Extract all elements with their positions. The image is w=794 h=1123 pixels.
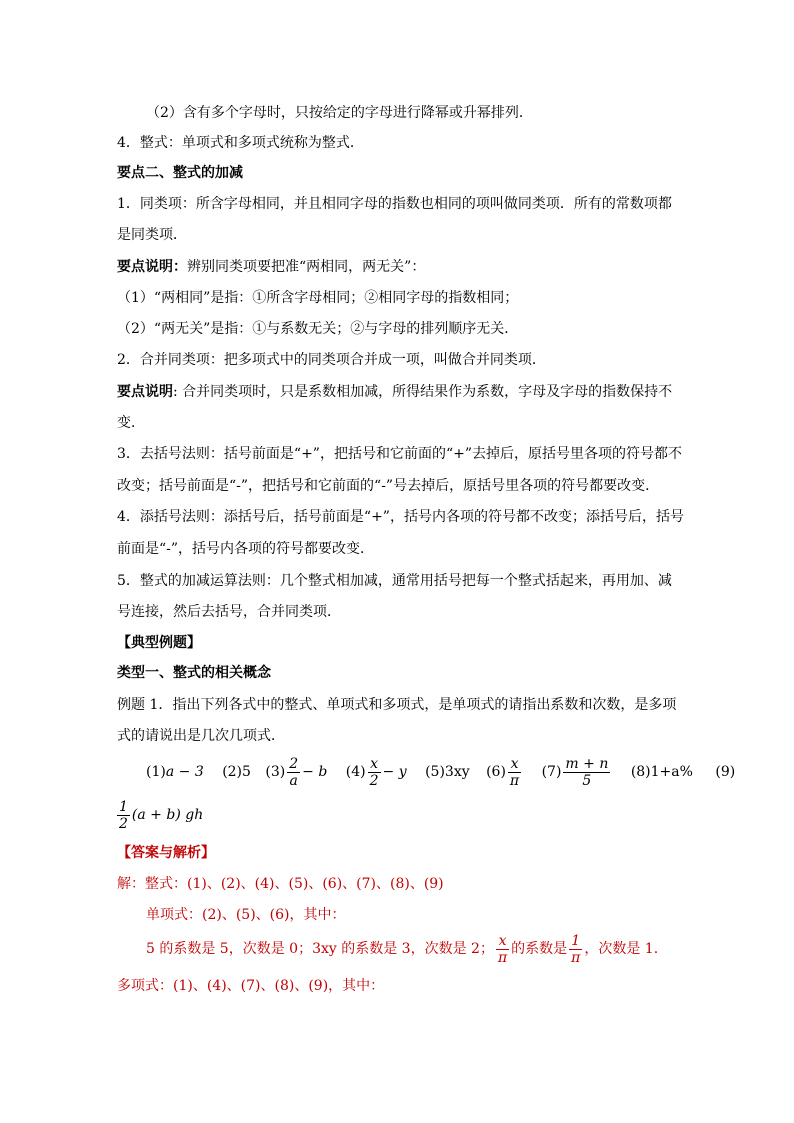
text-line: 改变；括号前面是“-”，把括号和它前面的“-”号去掉后，原括号里各项的符号都要改变． xyxy=(117,478,660,494)
answer-line: 5 的系数是 5，次数是 0；3xy 的系数是 3，次数是 2； $\frac{x}{\pi}$ 的系数是 $\frac{1}{\pi}$ ，次数是 1. xyxy=(146,932,659,966)
expr-6: (6) $\frac{x}{\pi}$ xyxy=(486,755,520,789)
key-note-line xyxy=(117,257,677,277)
key-note-label: 要点说明： xyxy=(117,259,187,275)
key-note-text: : 合并同类项时，只是系数相加减，所得结果作为系数，字母及字母的指数保持不 xyxy=(173,384,673,400)
key-note-line xyxy=(117,382,677,402)
key-note-text: 辨别同类项要把准“两相同，两无关”： xyxy=(187,259,426,275)
section-heading: 要点二、整式的加减 xyxy=(117,165,243,181)
text-line: 前面是“-”，括号内各项的符号都要改变． xyxy=(117,541,375,557)
expr-1: (1)a − 3 xyxy=(146,764,204,780)
text-line: 是同类项． xyxy=(117,227,187,243)
expr-4: (4) $\frac{x}{2}$ − y xyxy=(345,755,407,789)
text-line: 号连接，然后去括号，合并同类项． xyxy=(117,604,341,620)
expr-9: $\frac{1}{2}$ (a + b) gh xyxy=(119,798,204,832)
text-line: （2）“两无关”是指：①与系数无关；②与字母的排列顺序无关． xyxy=(117,321,519,337)
section-heading: 【典型例题】 xyxy=(117,635,201,651)
answer-line: 解：整式：(1)、(2)、(4)、(5)、(6)、(7)、(8)、(9) xyxy=(117,876,444,892)
text-line: 1．同类项：所含字母相同，并且相同字母的指数也相同的项叫做同类项．所有的常数项都 xyxy=(117,196,672,212)
answer-line: 单项式：(2)、(5)、(6)，其中： xyxy=(146,907,346,923)
fraction-x-over-pi: $\frac{x}{\pi}$ xyxy=(497,932,508,966)
text-line: （2）含有多个字母时，只按给定的字母进行降幂或升幂排列． xyxy=(146,105,533,121)
fraction-1-over-pi: $\frac{1}{\pi}$ xyxy=(571,932,581,966)
text-line: （1）“两相同”是指：①所含字母相同；②相同字母的指数相同； xyxy=(117,290,519,306)
section-heading: 类型一、整式的相关概念 xyxy=(117,665,271,681)
expr-2: (2)5 xyxy=(222,764,251,780)
text-line: 4．添括号法则：添括号后，括号前面是“+”，括号内各项的符号都不改变；添括号后，括号 xyxy=(117,509,684,525)
expr-5: (5)3xy xyxy=(425,764,470,780)
text-line: 5．整式的加减运算法则：几个整式相加减，通常用括号把每一个整式括起来，再用加、减 xyxy=(117,573,672,589)
expr-7: (7) $\frac{m + n}{5}$ xyxy=(541,755,609,789)
expression-row-continued xyxy=(117,796,677,834)
key-note-label: 要点说明 xyxy=(117,384,173,400)
expr-3: (3) $\frac{2}{a}$ − b xyxy=(265,755,328,789)
example-text: 式的请说出是几次几项式． xyxy=(117,728,285,744)
example-text: 例题 1．指出下列各式中的整式、单项式和多项式，是单项式的请指出系数和次数，是多项 xyxy=(117,697,677,713)
section-heading: 【答案与解析】 xyxy=(117,845,215,861)
text-line: 3．去括号法则：括号前面是“+”，把括号和它前面的“+”去掉后，原括号里各项的符号都不 xyxy=(117,446,682,462)
expr-8: (8)1+a% xyxy=(630,764,693,780)
expr-9-label: (9) xyxy=(715,764,736,780)
text-line: 变． xyxy=(117,415,145,431)
text-line: 4．整式：单项式和多项式统称为整式． xyxy=(117,135,364,151)
expression-row xyxy=(146,753,736,791)
answer-line: 多项式：(1)、(4)、(7)、(8)、(9)，其中： xyxy=(117,978,385,994)
text-line: 2．合并同类项：把多项式中的同类项合并成一项，叫做合并同类项． xyxy=(117,352,546,368)
